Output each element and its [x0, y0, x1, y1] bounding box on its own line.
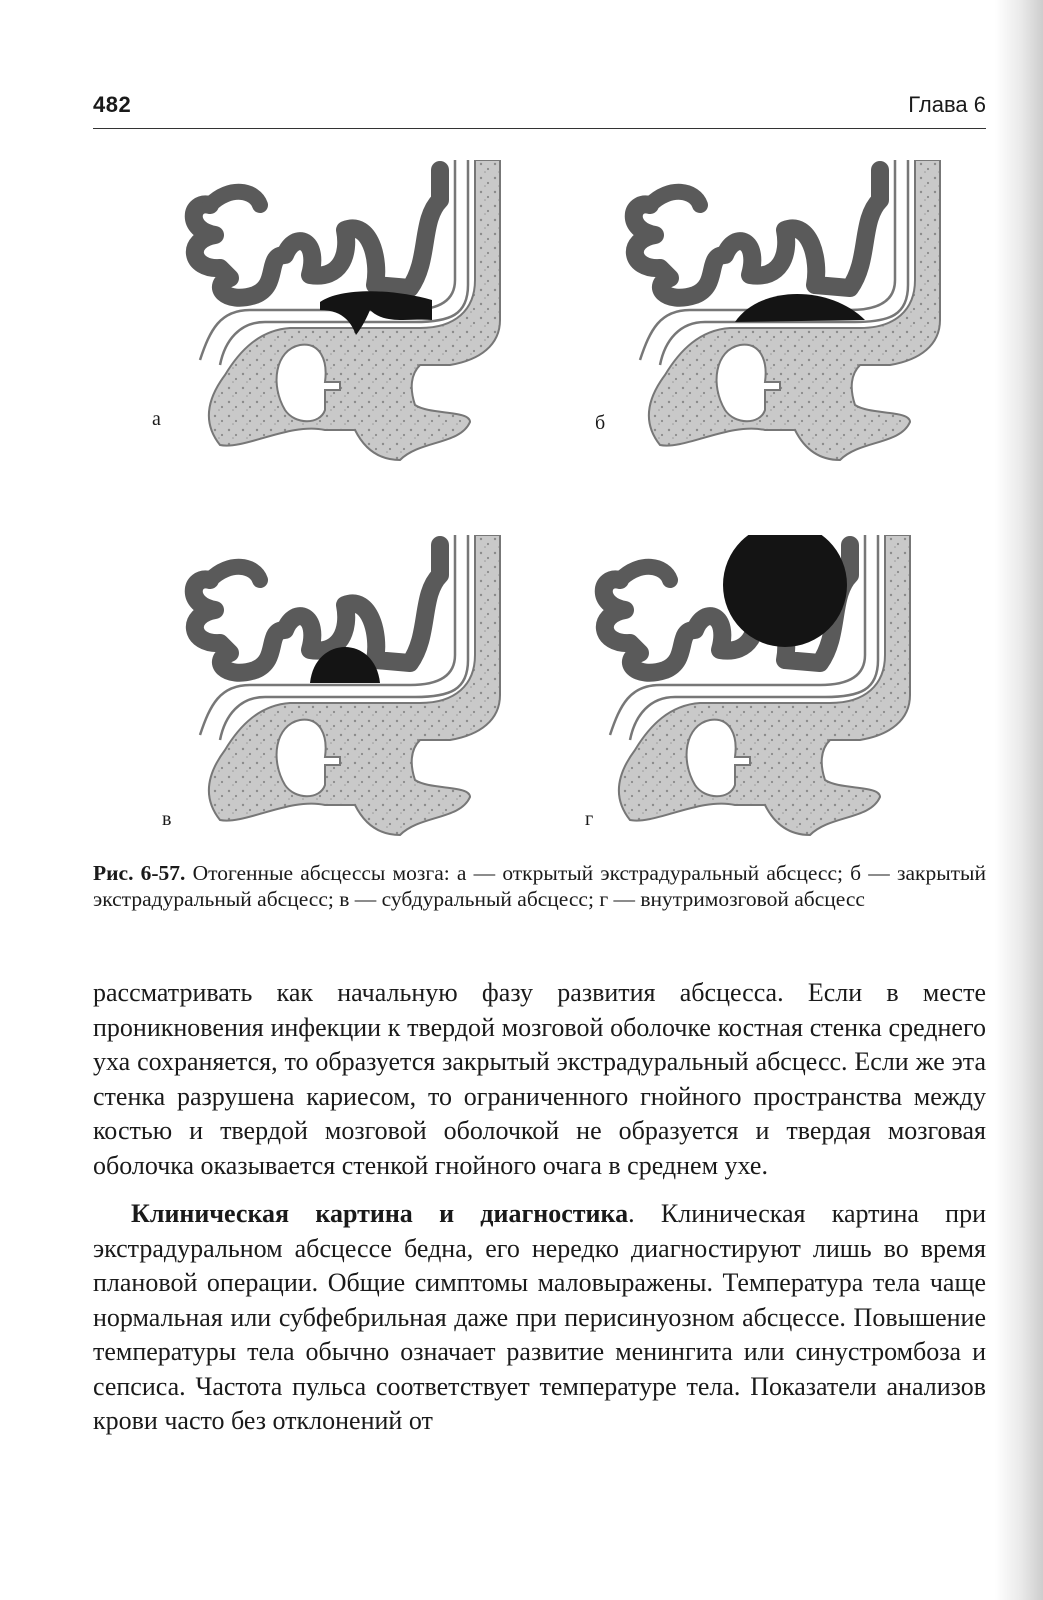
- page-number: 482: [93, 92, 132, 117]
- panel-label-g: г: [585, 808, 594, 830]
- panel-label-v: в: [162, 808, 172, 830]
- panel-v-drawing: [170, 535, 510, 845]
- paragraph-2-text: . Клиническая картина при экстрадуральном абсцессе бедна, его нередко диагностируют лишь во время плановой операции. Общие симптомы маловыражены. Температура тела чаще нормальная или субфебрильная даже при перисинуозном абсцессе. Повышение температуры тела обычно означает развитие менингита или синустромбоза и сепсиса. Частота пульса соответствует температуре тела. Показатели анализов крови часто без отклонений от: [93, 1199, 986, 1435]
- figure-otogenic-abscesses: [140, 150, 920, 850]
- panel-label-a: а: [152, 408, 161, 430]
- panel-b-drawing: [610, 160, 950, 470]
- paragraph-2-heading: Клиническая картина и диагностика: [131, 1199, 629, 1228]
- caption-text: Отогенные абсцессы мозга: а — открытый экстрадуральный абсцесс; б — закрытый экстрадуральный абсцесс; в — субдуральный абсцесс; г — внутримозговой абсцесс: [93, 861, 986, 911]
- page-header: [93, 92, 986, 129]
- paragraph-2: [93, 1197, 986, 1439]
- page-edge-shadow: [995, 0, 1043, 1600]
- panel-a-drawing: [170, 160, 510, 470]
- chapter-title: Глава 6: [908, 92, 986, 117]
- paragraph-1: рассматривать как начальную фазу развития абсцесса. Если в месте проникновения инфекции к твердой мозговой оболочке костная стенка среднего уха сохраняется, то образуется закрытый экстрадуральный абсцесс. Если же эта стенка разрушена кариесом, то ограниченного гнойного пространства между костью и твердой мозговой оболочкой не образуется и твердая мозговая оболочка оказывается стенкой гнойного очага в среднем ухе.: [93, 978, 986, 1180]
- body-text: [93, 976, 986, 1439]
- caption-label: Рис. 6-57.: [93, 861, 186, 885]
- panel-label-b: б: [595, 412, 606, 434]
- figure-caption: [93, 860, 986, 912]
- panel-g-drawing: [580, 535, 920, 845]
